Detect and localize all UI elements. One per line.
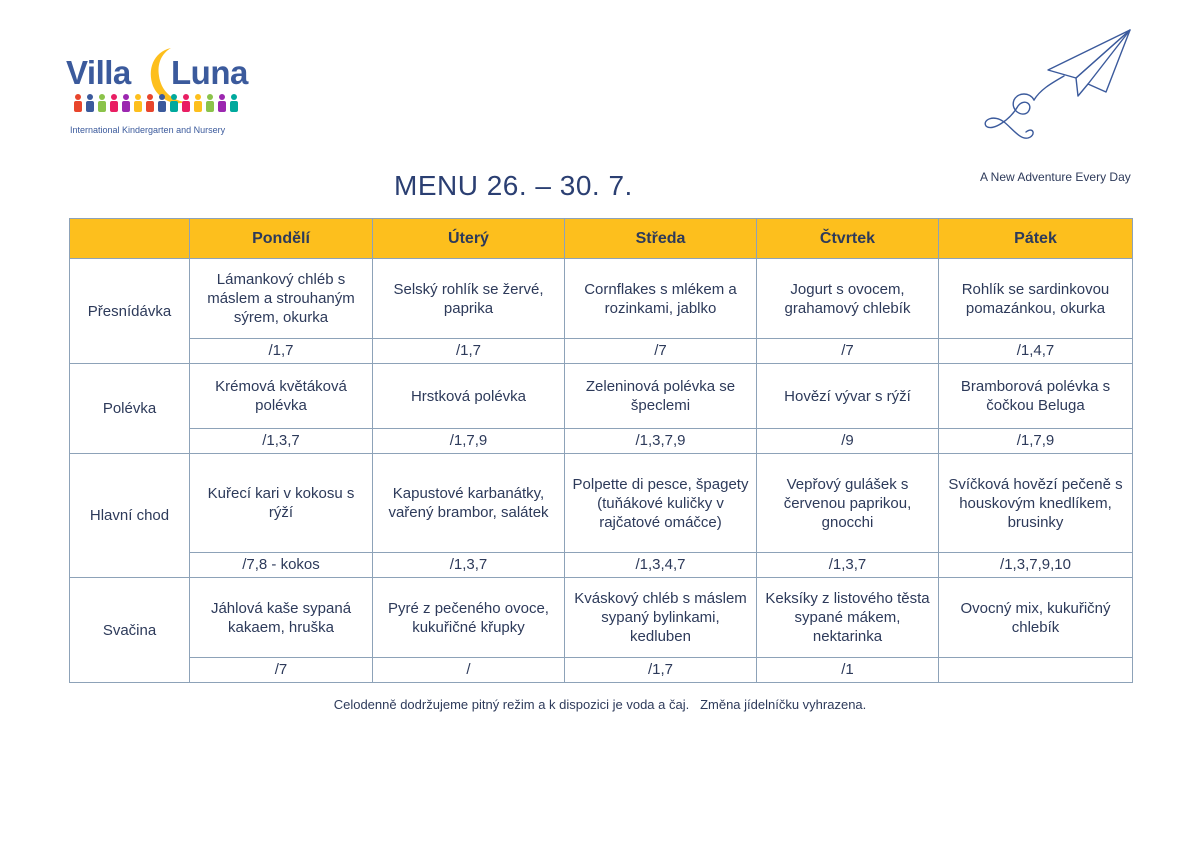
weekly-menu-table	[69, 218, 1133, 683]
food-cell: Cornflakes s mlékem a rozinkami, jablko	[565, 259, 757, 339]
allergen-cell: /1,3,4,7	[565, 553, 757, 578]
allergen-cell: /1,7,9	[939, 429, 1133, 454]
food-cell: Kváskový chléb s máslem sypaný bylinkami, kedluben	[565, 578, 757, 658]
allergen-cell: /7	[565, 339, 757, 364]
food-cell: Hrstková polévka	[373, 364, 565, 429]
allergen-cell: /1,3,7,9,10	[939, 553, 1133, 578]
day-header-utery: Úterý	[373, 219, 565, 259]
allergen-cell: /1,7	[373, 339, 565, 364]
food-cell: Kapustové karbanátky, vařený brambor, salátek	[373, 454, 565, 553]
allergen-cell: /9	[757, 429, 939, 454]
allergen-row	[70, 339, 1133, 364]
logo-name-villa: Villa	[66, 54, 131, 91]
food-cell: Krémová květáková polévka	[190, 364, 373, 429]
footer-note-drinking: Celodenně dodržujeme pitný režim a k dispozici je voda a čaj.	[333, 697, 690, 712]
food-cell: Bramborová polévka s čočkou Beluga	[939, 364, 1133, 429]
food-cell: Selský rohlík se žervé, paprika	[373, 259, 565, 339]
food-cell: Zeleninová polévka se špeclemi	[565, 364, 757, 429]
allergen-row	[70, 658, 1133, 683]
day-header-streda: Středa	[565, 219, 757, 259]
allergen-cell: /	[373, 658, 565, 683]
allergen-row	[70, 429, 1133, 454]
allergen-cell: /1,7	[190, 339, 373, 364]
villa-luna-logo	[66, 46, 246, 138]
paper-plane-icon	[980, 28, 1140, 162]
footer-note-menu-change: Změna jídelníčku vyhrazena.	[700, 697, 867, 712]
meal-name: Přesnídávka	[70, 259, 190, 364]
food-cell: Polpette di pesce, špagety (tuňákové kuličky v rajčatové omáčce)	[565, 454, 757, 553]
table-row	[70, 454, 1133, 553]
footer-note	[0, 697, 1200, 712]
page-title: MENU 26. – 30. 7.	[394, 170, 633, 201]
food-cell: Ovocný mix, kukuřičný chlebík	[939, 578, 1133, 658]
allergen-cell: /1,3,7	[757, 553, 939, 578]
food-cell: Lámankový chléb s máslem a strouhaným sýrem, okurka	[190, 259, 373, 339]
allergen-cell: /1,3,7,9	[565, 429, 757, 454]
food-cell: Rohlík se sardinkovou pomazánkou, okurka	[939, 259, 1133, 339]
food-cell: Keksíky z listového těsta sypané mákem, nektarinka	[757, 578, 939, 658]
logo-subtitle: International Kindergarten and Nursery	[70, 125, 226, 135]
food-cell: Jogurt s ovocem, grahamový chlebík	[757, 259, 939, 339]
allergen-cell: /1,3,7	[190, 429, 373, 454]
allergen-cell: /1,7,9	[373, 429, 565, 454]
tagline: A New Adventure Every Day	[980, 170, 1131, 184]
allergen-cell: /7,8 - kokos	[190, 553, 373, 578]
allergen-cell: /1,3,7	[373, 553, 565, 578]
allergen-cell: /1	[757, 658, 939, 683]
children-figures-icon	[72, 93, 242, 113]
meal-name: Hlavní chod	[70, 454, 190, 578]
food-cell: Vepřový gulášek s červenou paprikou, gnocchi	[757, 454, 939, 553]
allergen-cell	[939, 658, 1133, 683]
logo-name-luna: Luna	[171, 54, 248, 91]
table-header-row	[70, 219, 1133, 259]
meal-name: Svačina	[70, 578, 190, 683]
meal-name: Polévka	[70, 364, 190, 454]
food-cell: Hovězí vývar s rýží	[757, 364, 939, 429]
allergen-row	[70, 553, 1133, 578]
table-row	[70, 578, 1133, 658]
header-corner	[70, 219, 190, 259]
day-header-pondeli: Pondělí	[190, 219, 373, 259]
table-row	[70, 364, 1133, 429]
food-cell: Svíčková hovězí pečeně s houskovým knedlíkem, brusinky	[939, 454, 1133, 553]
allergen-cell: /1,4,7	[939, 339, 1133, 364]
food-cell: Jáhlová kaše sypaná kakaem, hruška	[190, 578, 373, 658]
food-cell: Kuřecí kari v kokosu s rýží	[190, 454, 373, 553]
allergen-cell: /7	[757, 339, 939, 364]
table-row	[70, 259, 1133, 339]
day-header-patek: Pátek	[939, 219, 1133, 259]
allergen-cell: /7	[190, 658, 373, 683]
food-cell: Pyré z pečeného ovoce, kukuřičné křupky	[373, 578, 565, 658]
day-header-ctvrtek: Čtvrtek	[757, 219, 939, 259]
allergen-cell: /1,7	[565, 658, 757, 683]
